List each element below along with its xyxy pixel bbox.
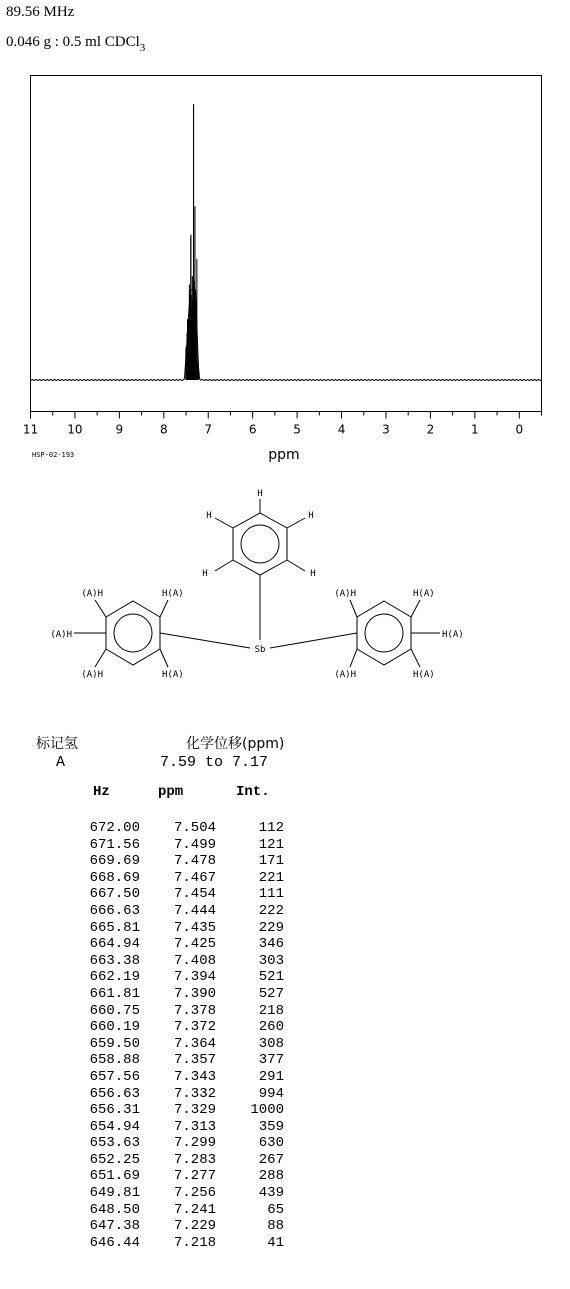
x-tick-label: 10 [67,422,83,437]
x-axis-label: ppm [268,447,300,463]
peak-int: 439 [258,1185,284,1202]
x-tick-label: 3 [382,422,390,437]
ha-left-bottom-left: (A)H [81,670,103,680]
peak-hz: 648.50 [89,1201,140,1218]
x-tick-label: 2 [426,422,435,437]
peak-ppm: 7.256 [173,1185,216,1202]
peak-hz: 652.25 [89,1151,140,1168]
peak-hz: 668.69 [89,869,140,886]
peak-row [0,1235,570,1252]
x-tick-label: 6 [248,422,257,437]
peak-int: 308 [258,1035,284,1052]
peak-hz: 649.81 [89,1185,140,1202]
x-axis-tick-labels [23,423,523,437]
peak-row [0,1019,570,1036]
peak-int: 260 [258,1019,284,1036]
h-top: H [257,489,263,499]
ha-right-bottom-right: H(A) [413,670,435,680]
peak-row [0,870,570,887]
x-tick-label: 11 [22,422,39,437]
peak-ppm: 7.444 [173,902,216,919]
peak-ppm: 7.329 [173,1102,216,1119]
peak-int: 377 [258,1052,284,1069]
peak-row [0,1218,570,1235]
peak-table-header [0,784,570,804]
peak-ppm: 7.299 [173,1135,216,1152]
spectrometer-frequency: 89.56 MHz [6,4,75,20]
peak-hz: 661.81 [89,985,140,1002]
peak-ppm: 7.332 [173,1085,216,1102]
antimony-atom: Sb [254,645,266,655]
peak-ppm: 7.343 [173,1068,216,1085]
peak-hz: 667.50 [89,886,140,903]
peak-row [0,1168,570,1185]
peak-int: 88 [267,1218,284,1235]
molecule-structure [0,480,570,725]
assignment-label-header: 标记氢 [36,736,78,752]
peak-ppm: 7.425 [173,936,216,953]
spectrum-code: HSP-02-193 [32,451,75,459]
peak-row [0,1185,570,1202]
peak-hz: 659.50 [89,1035,140,1052]
peak-int: 221 [258,869,284,886]
h-top-right: H [308,511,314,521]
peak-ppm: 7.454 [173,886,216,903]
peak-row [0,1202,570,1219]
peak-row [0,1086,570,1103]
peak-row [0,886,570,903]
x-tick-label: 7 [204,422,213,437]
peak-hz: 665.81 [89,919,140,936]
sample-main: 0.046 g : 0.5 ml CDCl [6,34,140,50]
ha-left-top-right: H(A) [162,589,184,599]
bonds [74,499,440,667]
peak-ppm: 7.218 [173,1234,216,1251]
peak-hz: 660.19 [89,1019,140,1036]
peak-int: 527 [258,985,284,1002]
peak-ppm: 7.313 [173,1118,216,1135]
assignment-shift-header: 化学位移(ppm) [186,736,285,752]
peak-ppm: 7.378 [173,1002,216,1019]
spectrum-peaks [186,104,199,380]
peak-int: 994 [258,1085,284,1102]
ha-right-outer: H(A) [442,630,464,640]
peak-int: 303 [258,952,284,969]
h-mid-right: H [310,569,316,579]
peak-ppm: 7.283 [173,1151,216,1168]
peak-row [0,1052,570,1069]
peak-ppm: 7.241 [173,1201,216,1218]
peak-ppm: 7.499 [173,836,216,853]
peak-ppm: 7.364 [173,1035,216,1052]
peak-hz: 654.94 [89,1118,140,1135]
sample-info [6,34,146,54]
peak-row [0,1135,570,1152]
ha-right-top-left: (A)H [334,589,356,599]
plot-frame [31,76,542,412]
peak-hz: 662.19 [89,969,140,986]
x-tick-label: 4 [337,422,346,437]
peak-ppm: 7.435 [173,919,216,936]
x-tick-label: 9 [115,422,124,437]
x-tick-label: 8 [159,422,168,437]
x-tick-label: 1 [471,422,479,437]
peak-int: 111 [258,886,284,903]
ha-left-top-left: (A)H [81,589,103,599]
peak-int: 65 [267,1201,284,1218]
peak-table [0,820,570,1251]
peak-row [0,1152,570,1169]
peak-ppm: 7.504 [173,820,216,836]
peak-row [0,837,570,854]
assignment-range: 7.59 to 7.17 [160,754,269,771]
right-ring-circle [365,614,403,652]
peak-row [0,986,570,1003]
peak-row [0,820,570,837]
spectrum-trace [31,290,542,381]
peak-hz: 646.44 [89,1234,140,1251]
sample-subscript: 3 [139,42,146,54]
peak-row [0,1119,570,1136]
peak-hz: 669.69 [89,853,140,870]
peak-int: 222 [258,902,284,919]
peak-ppm: 7.467 [173,869,216,886]
ha-left-outer: (A)H [50,630,72,640]
h-mid-left: H [202,569,208,579]
peak-row [0,969,570,986]
peak-ppm: 7.372 [173,1019,216,1036]
peak-row [0,936,570,953]
peak-hz: 664.94 [89,936,140,953]
peak-row [0,1003,570,1020]
peak-int: 41 [267,1234,284,1251]
peak-int: 630 [258,1135,284,1152]
peak-int: 171 [258,853,284,870]
left-ring-circle [114,614,152,652]
h-top-left: H [206,511,212,521]
peak-hz: 660.75 [89,1002,140,1019]
peak-hz: 666.63 [89,902,140,919]
peak-hz: 671.56 [89,836,140,853]
peak-int: 229 [258,919,284,936]
peak-ppm: 7.394 [173,969,216,986]
peak-row [0,920,570,937]
peak-hz: 651.69 [89,1168,140,1185]
peak-ppm: 7.408 [173,952,216,969]
ha-right-top-right: H(A) [413,589,435,599]
peak-ppm: 7.229 [173,1218,216,1235]
peak-ppm: 7.357 [173,1052,216,1069]
ha-left-bottom-right: H(A) [162,670,184,680]
top-ring-circle [241,525,279,563]
header-hz: Hz [93,784,110,800]
peak-hz: 656.63 [89,1085,140,1102]
peak-hz: 647.38 [89,1218,140,1235]
peak-row [0,903,570,920]
header-ppm: ppm [158,784,184,800]
peak-int: 359 [258,1118,284,1135]
x-tick-label: 5 [293,422,301,437]
x-axis-ticks [31,412,542,419]
peak-hz: 656.31 [89,1102,140,1119]
peak-row [0,1102,570,1119]
assignment-label: A [56,754,66,771]
peak-hz: 672.00 [89,820,140,836]
peak-int: 291 [258,1068,284,1085]
peak-ppm: 7.478 [173,853,216,870]
peak-int: 218 [258,1002,284,1019]
peak-row [0,1069,570,1086]
peak-ppm: 7.390 [173,985,216,1002]
peak-int: 112 [258,820,284,836]
peak-hz: 657.56 [89,1068,140,1085]
peak-hz: 658.88 [89,1052,140,1069]
peak-int: 267 [258,1151,284,1168]
peak-int: 121 [258,836,284,853]
ha-right-bottom-left: (A)H [334,670,356,680]
peak-row [0,953,570,970]
peak-int: 521 [258,969,284,986]
peak-row [0,1036,570,1053]
nmr-spectrum-chart [0,70,570,470]
peak-hz: 663.38 [89,952,140,969]
peak-row [0,853,570,870]
peak-int: 1000 [250,1102,284,1119]
header-int: Int. [236,784,270,800]
peak-int: 288 [258,1168,284,1185]
x-tick-label: 0 [515,422,524,437]
peak-ppm: 7.277 [173,1168,216,1185]
peak-hz: 653.63 [89,1135,140,1152]
peak-int: 346 [258,936,284,953]
